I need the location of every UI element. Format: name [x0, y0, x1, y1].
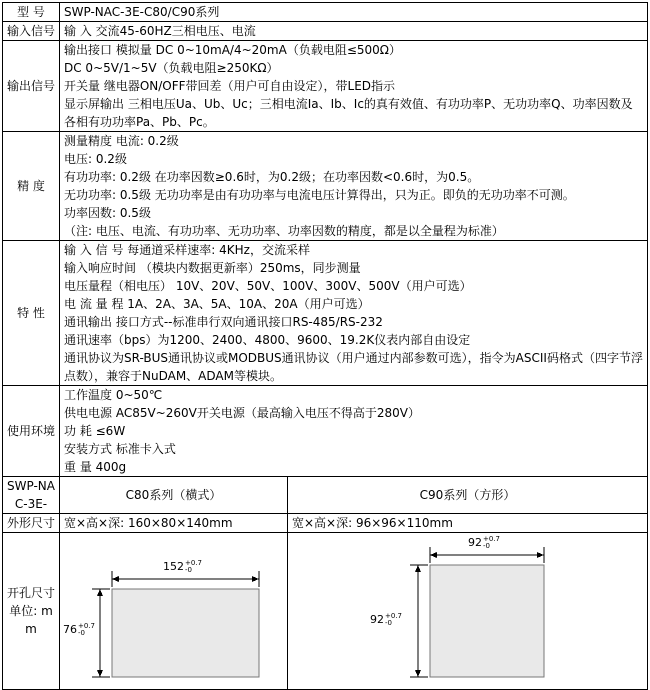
c80-width-dimension: [163, 560, 202, 574]
row-features: [3, 241, 648, 386]
features-line-comm-interface: 通讯输出 接口方式--标准串行双向通讯接口RS-485/RS-232: [64, 315, 383, 329]
row-dimensions: [3, 514, 648, 533]
features-line-protocol: 通讯协议为SR-BUS通讯协议或MODBUS通讯协议（用户通过内部参数可选），指令为ASCII码格式（四字节浮点数），兼容于NuDAM、ADAM等模块。: [64, 351, 643, 383]
cutout-unit-label: 单位: mm: [9, 604, 53, 636]
output-signal-cell: [60, 41, 648, 132]
model-value: SWP-NAC-3E-C80/C90系列: [60, 3, 648, 22]
cutout-label: 开孔尺寸: [6, 586, 55, 600]
row-label-series: SWP-NAC-3E-: [3, 477, 60, 514]
c90-cutout-diagram: [288, 533, 647, 689]
row-environment: [3, 386, 648, 477]
c90-cutout-drawing: [288, 533, 648, 687]
row-label-environment: 使用环境: [3, 386, 60, 477]
c90-height-tolerance: +0.7 -0: [385, 612, 402, 627]
c80-width-tolerance: +0.7 -0: [185, 559, 202, 574]
features-cell: [60, 241, 648, 386]
c80-width-value: 152: [163, 560, 184, 573]
accuracy-line-active-power: 有功功率: 0.2级 在功率因数≥0.6时，为0.2级；在功率因数<0.6时，为0.5。: [64, 170, 480, 184]
accuracy-line-voltage: 电压: 0.2级: [64, 152, 127, 166]
environment-line-consumption: 功 耗 ≤6W: [64, 424, 126, 438]
output-line-relay: 开关量 继电器ON/OFF带回差（用户可自由设定），带LED指示: [64, 79, 396, 93]
row-label-features: 特 性: [3, 241, 60, 386]
c90-cutout-rect: [430, 565, 544, 677]
row-label-accuracy: 精 度: [3, 132, 60, 241]
environment-line-weight: 重 量 400g: [64, 460, 127, 474]
c80-cutout-rect: [112, 589, 259, 677]
c90-width-dimension: [468, 536, 500, 550]
c80-height-tolerance: +0.7 -0: [78, 622, 95, 637]
c80-cutout-drawing: [60, 533, 286, 687]
row-cutout: [3, 533, 648, 690]
features-line-baud-rate: 通讯速率（bps）为1200、2400、4800、9600、19.2K仪表内部自由设定: [64, 333, 471, 347]
accuracy-line-reactive-power: 无功功率: 0.5级 无功功率是由有功功率与电流电压计算得出，只为正。即负的无功功率不可测。: [64, 188, 575, 202]
environment-line-power-supply: 供电电源 AC85V~260V开关电源（最高输入电压不得高于280V）: [64, 406, 420, 420]
row-label-cutout: [3, 533, 60, 690]
output-line-dc: DC 0~5V/1~5V（负载电阻≥250KΩ）: [64, 61, 279, 75]
c90-width-tolerance: +0.7 -0: [483, 535, 500, 550]
features-line-voltage-range: 电压量程（相电压） 10V、20V、50V、100V、300V、500V（用户可选）: [64, 279, 472, 293]
environment-line-temperature: 工作温度 0~50℃: [64, 388, 163, 402]
dimensions-c80-value: 宽×高×深: 160×80×140mm: [60, 514, 288, 533]
dimensions-c90-value: 宽×高×深: 96×96×110mm: [288, 514, 648, 533]
row-label-dimensions: 外形尺寸: [3, 514, 60, 533]
accuracy-cell: [60, 132, 648, 241]
row-output-signal: [3, 41, 648, 132]
c80-height-value: 76: [63, 623, 77, 636]
c90-width-value: 92: [468, 536, 482, 549]
spec-table: [2, 2, 648, 690]
environment-cell: [60, 386, 648, 477]
series-c80-header: C80系列（横式）: [60, 477, 288, 514]
environment-line-mounting: 安装方式 标准卡入式: [64, 442, 176, 456]
accuracy-line-power-factor: 功率因数: 0.5级: [64, 206, 151, 220]
series-c90-header: C90系列（方形）: [288, 477, 648, 514]
row-label-model: 型 号: [3, 3, 60, 22]
row-label-input-signal: 输入信号: [3, 22, 60, 41]
input-signal-value: 输 入 交流45-60HZ三相电压、电流: [60, 22, 648, 41]
features-line-sampling: 输 入 信 号 每通道采样速率: 4KHz，交流采样: [64, 243, 310, 257]
c90-height-dimension: [370, 613, 402, 627]
accuracy-line-current: 测量精度 电流: 0.2级: [64, 134, 179, 148]
accuracy-line-note: （注: 电压、电流、有功功率、无功功率、功率因数的精度，都是以全量程为标准）: [64, 224, 504, 238]
row-input-signal: [3, 22, 648, 41]
features-line-current-range: 电 流 量 程 1A、2A、3A、5A、10A、20A（用户可选）: [64, 297, 370, 311]
c90-cutout-cell: [288, 533, 648, 690]
row-label-output-signal: 输出信号: [3, 41, 60, 132]
c80-cutout-diagram: [60, 533, 287, 689]
row-series: [3, 477, 648, 514]
c80-height-dimension: [63, 623, 95, 637]
output-line-display: 显示屏输出 三相电压Ua、Ub、Uc；三相电流Ia、Ib、Ic的真有效值、有功功率P、无功功率Q、功率因数及各相有功功率Pa、Pb、Pc。: [64, 97, 633, 129]
output-line-analog: 输出接口 模拟量 DC 0~10mA/4~20mA（负载电阻≤500Ω）: [64, 43, 401, 57]
c80-cutout-cell: [60, 533, 288, 690]
c90-height-value: 92: [370, 613, 384, 626]
features-line-response: 输入响应时间 （模块内数据更新率）250ms，同步测量: [64, 261, 361, 275]
row-accuracy: [3, 132, 648, 241]
row-model: [3, 3, 648, 22]
